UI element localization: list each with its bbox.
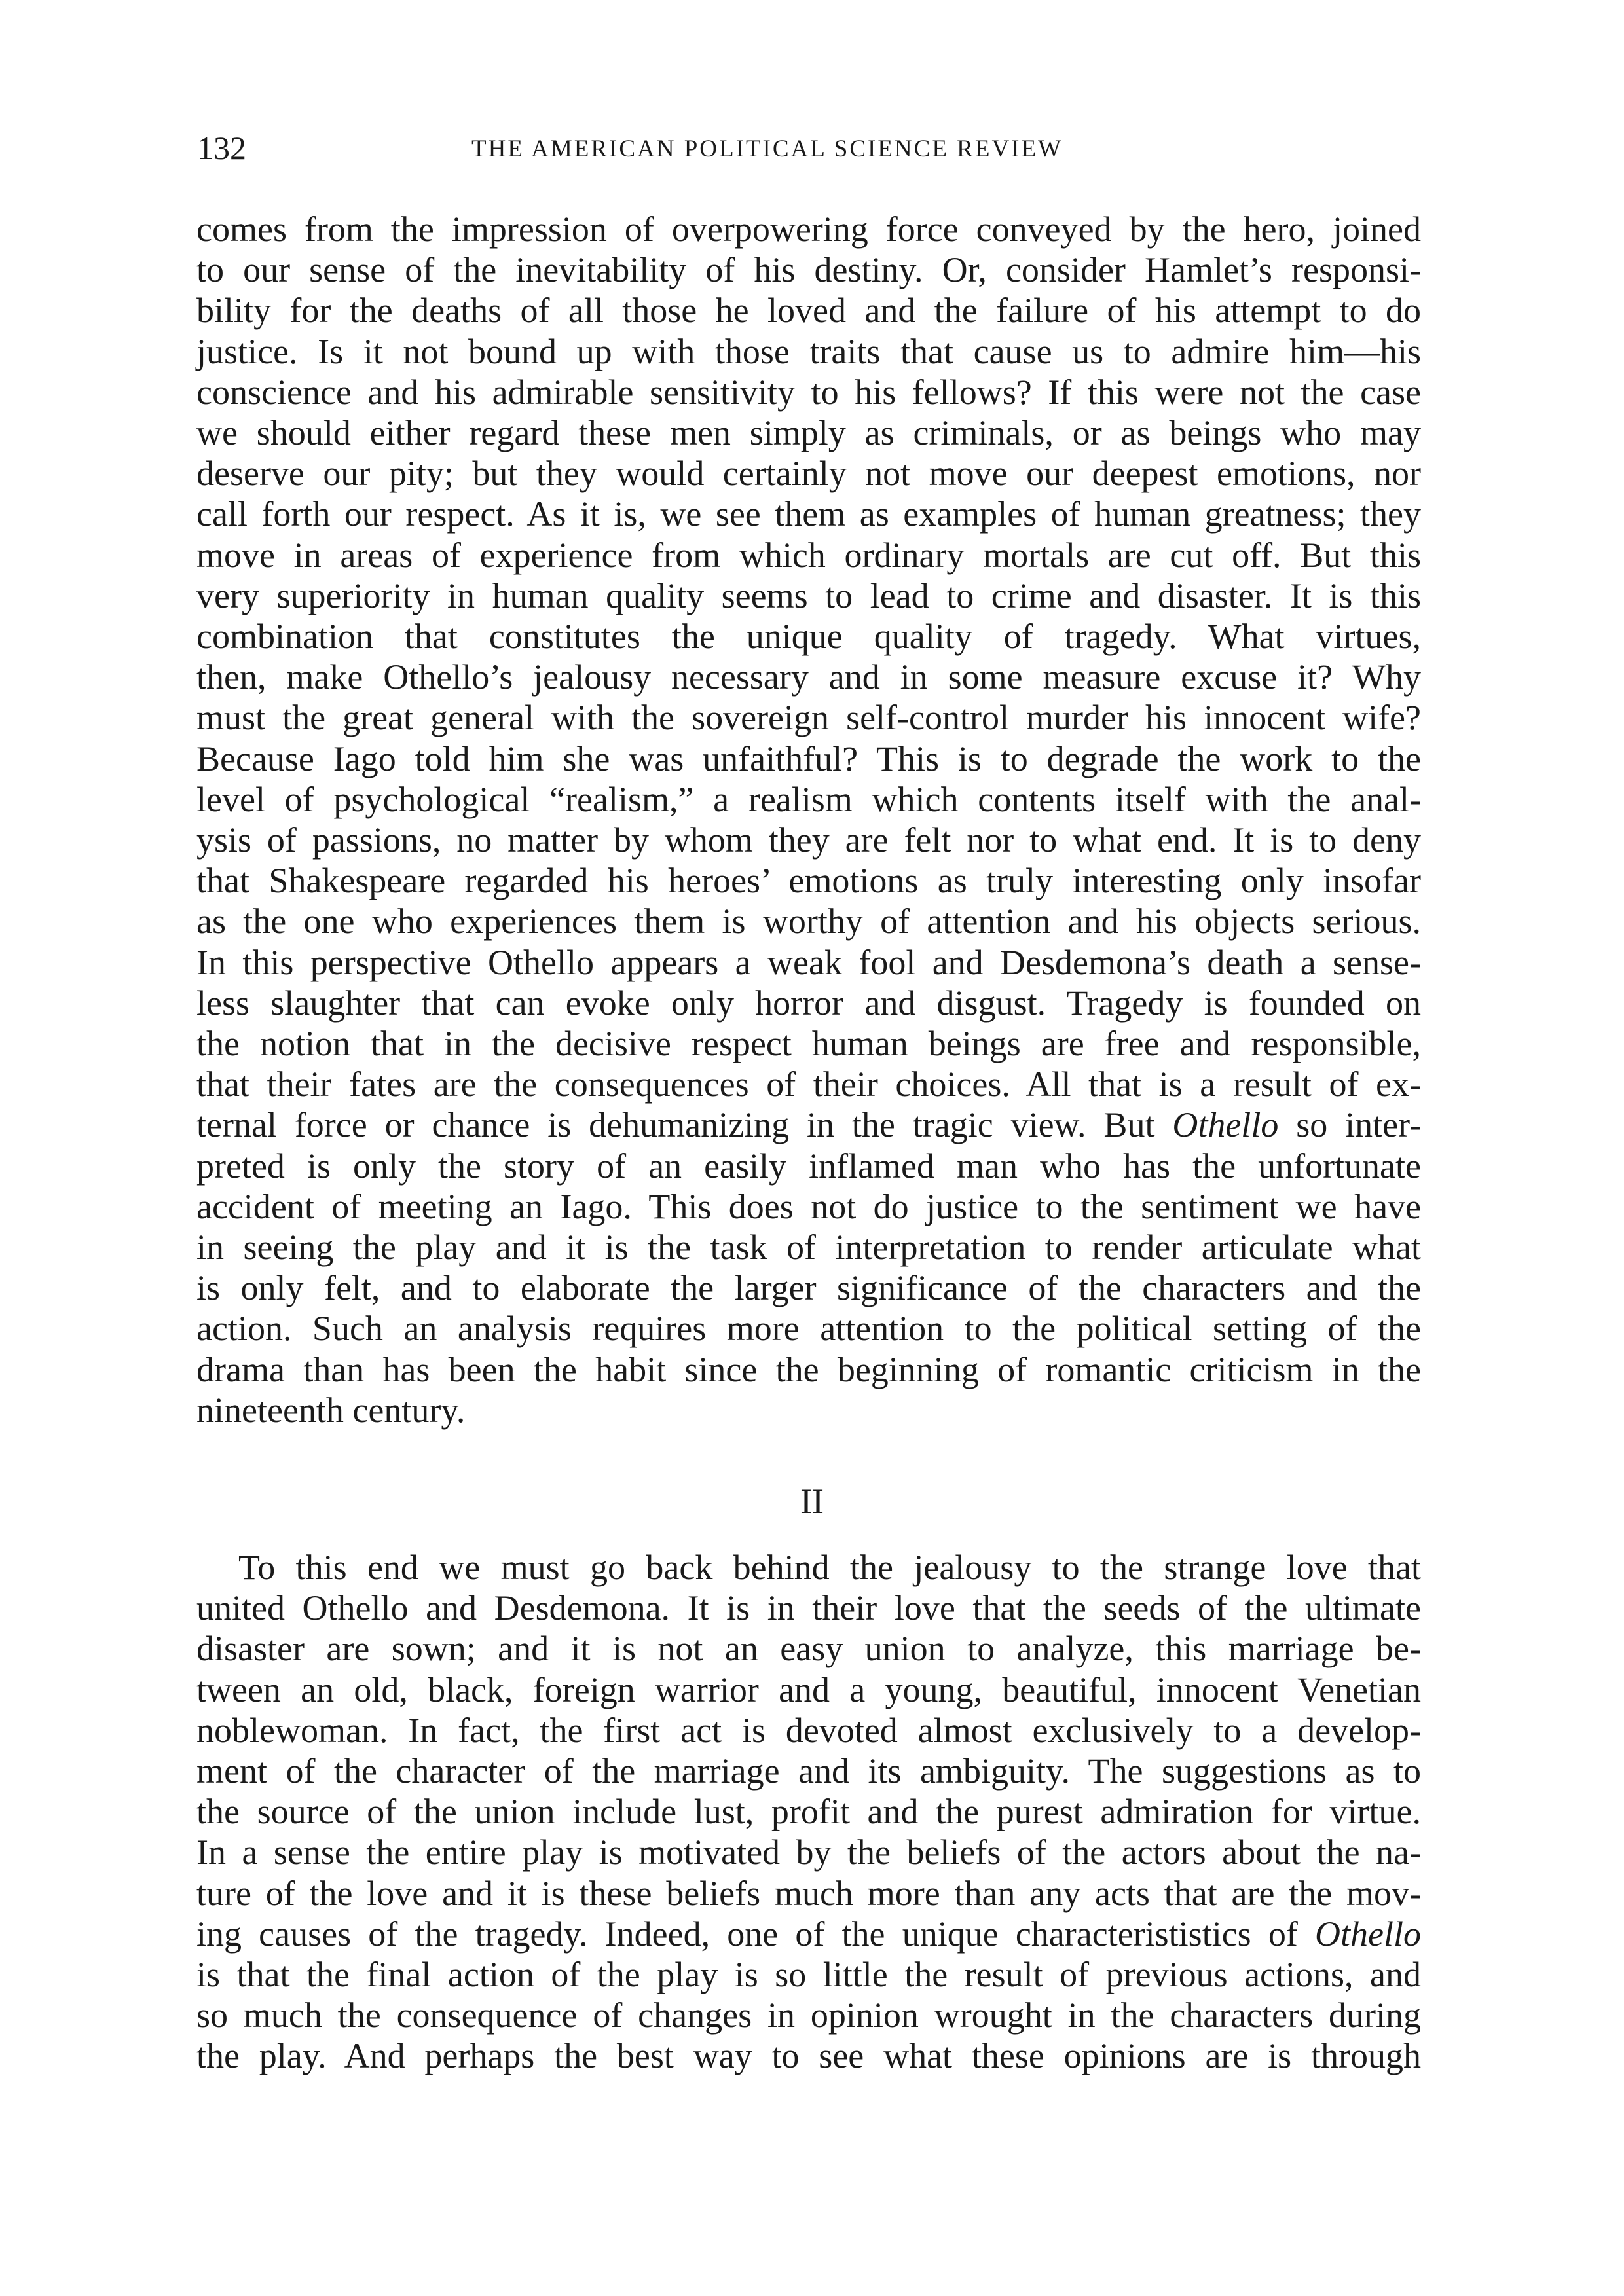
running-head: THE AMERICAN POLITICAL SCIENCE REVIEW <box>471 136 1063 162</box>
text-segment: ing causes of the tragedy. Indeed, one of the unique characterististics of <box>196 1914 1316 1954</box>
text-line: very superiority in human quality seems to lead to crime and disaster. It is this <box>196 575 1421 615</box>
text-line: ture of the love and it is these beliefs much more than any acts that are the mov- <box>196 1873 1421 1913</box>
text-line: In a sense the entire play is motivated by the beliefs of the actors about the na- <box>196 1832 1421 1872</box>
text-line: To this end we must go back behind the jealousy to the strange love that <box>238 1548 1421 1587</box>
section-heading: II <box>800 1482 824 1521</box>
text-line: the source of the union include lust, profit and the purest admiration for virtue. <box>196 1792 1421 1832</box>
text-line: noblewoman. In fact, the first act is devoted almost exclusively to a develop- <box>196 1710 1421 1750</box>
text-line: action. Such an analysis requires more attention to the political setting of the <box>196 1309 1421 1349</box>
paragraph-2 <box>196 1547 1421 2077</box>
text-line <box>196 1104 1421 1145</box>
text-line: move in areas of experience from which ordinary mortals are cut off. But this <box>196 535 1421 575</box>
text-line: so much the consequence of changes in opinion wrought in the characters during <box>196 1995 1421 2035</box>
text-line: ysis of passions, no matter by whom they are felt nor to what end. It is to deny <box>196 820 1421 860</box>
page-number: 132 <box>197 130 246 166</box>
text-line: in seeing the play and it is the task of interpretation to render articulate what <box>196 1228 1421 1267</box>
text-line: call forth our respect. As it is, we see them as examples of human greatness; they <box>196 494 1421 534</box>
text-line: as the one who experiences them is worthy of attention and his objects serious. <box>196 902 1421 941</box>
text-line: bility for the deaths of all those he loved and the failure of his attempt to do <box>196 291 1421 331</box>
text-line: less slaughter that can evoke only horror and disgust. Tragedy is founded on <box>196 983 1421 1023</box>
text-line: accident of meeting an Iago. This does not do justice to the sentiment we have <box>196 1186 1421 1226</box>
text-line: that their fates are the consequences of their choices. All that is a result of ex- <box>196 1065 1421 1104</box>
text-line: the notion that in the decisive respect human beings are free and responsible, <box>196 1024 1421 1064</box>
text-line: conscience and his admirable sensitivity to his fellows? If this were not the case <box>196 372 1421 412</box>
text-segment: ternal force or chance is dehumanizing in the tragic view. But <box>196 1105 1173 1145</box>
text-line: nineteenth century. <box>196 1390 466 1430</box>
italic-title: Othello <box>1172 1105 1279 1145</box>
text-line: is that the final action of the play is so little the result of previous actions, and <box>196 1955 1421 1995</box>
text-segment: so inter- <box>1278 1105 1421 1145</box>
text-line: ment of the character of the marriage and its ambiguity. The suggestions as to <box>196 1751 1421 1791</box>
text-line: Because Iago told him she was unfaithful? This is to degrade the work to the <box>196 738 1421 778</box>
text-line: tween an old, black, foreign warrior and a young, beautiful, innocent Venetian <box>196 1669 1421 1709</box>
text-line: that Shakespeare regarded his heroes’ emotions as truly interesting only insofar <box>196 861 1421 901</box>
paragraph-1 <box>196 209 1421 1430</box>
italic-title: Othello <box>1315 1914 1421 1954</box>
text-line: to our sense of the inevitability of his destiny. Or, consider Hamlet’s responsi- <box>196 250 1421 290</box>
text-line: deserve our pity; but they would certainly not move our deepest emotions, nor <box>196 454 1421 494</box>
text-line: justice. Is it not bound up with those traits that cause us to admire him—his <box>196 331 1421 371</box>
text-line: the play. And perhaps the best way to see what these opinions are is through <box>196 2036 1421 2076</box>
text-line: then, make Othello’s jealousy necessary and in some measure excuse it? Why <box>196 657 1421 697</box>
text-line: drama than has been the habit since the beginning of romantic criticism in the <box>196 1349 1421 1389</box>
text-line: is only felt, and to elaborate the larger significance of the characters and the <box>196 1268 1421 1308</box>
text-line: comes from the impression of overpowering force conveyed by the hero, joined <box>196 210 1421 249</box>
text-line: must the great general with the sovereign self-control murder his innocent wife? <box>196 698 1421 738</box>
text-line: combination that constitutes the unique quality of tragedy. What virtues, <box>196 617 1421 657</box>
text-line: united Othello and Desdemona. It is in their love that the seeds of the ultimate <box>196 1588 1421 1628</box>
text-line: disaster are sown; and it is not an easy union to analyze, this marriage be- <box>196 1629 1421 1669</box>
text-line: In this perspective Othello appears a weak fool and Desdemona’s death a sense- <box>196 942 1421 982</box>
text-line: preted is only the story of an easily inflamed man who has the unfortunate <box>196 1146 1421 1186</box>
text-line: we should either regard these men simply as criminals, or as beings who may <box>196 413 1421 453</box>
text-line: level of psychological “realism,” a realism which contents itself with the anal- <box>196 779 1421 819</box>
text-line <box>196 1914 1421 1954</box>
